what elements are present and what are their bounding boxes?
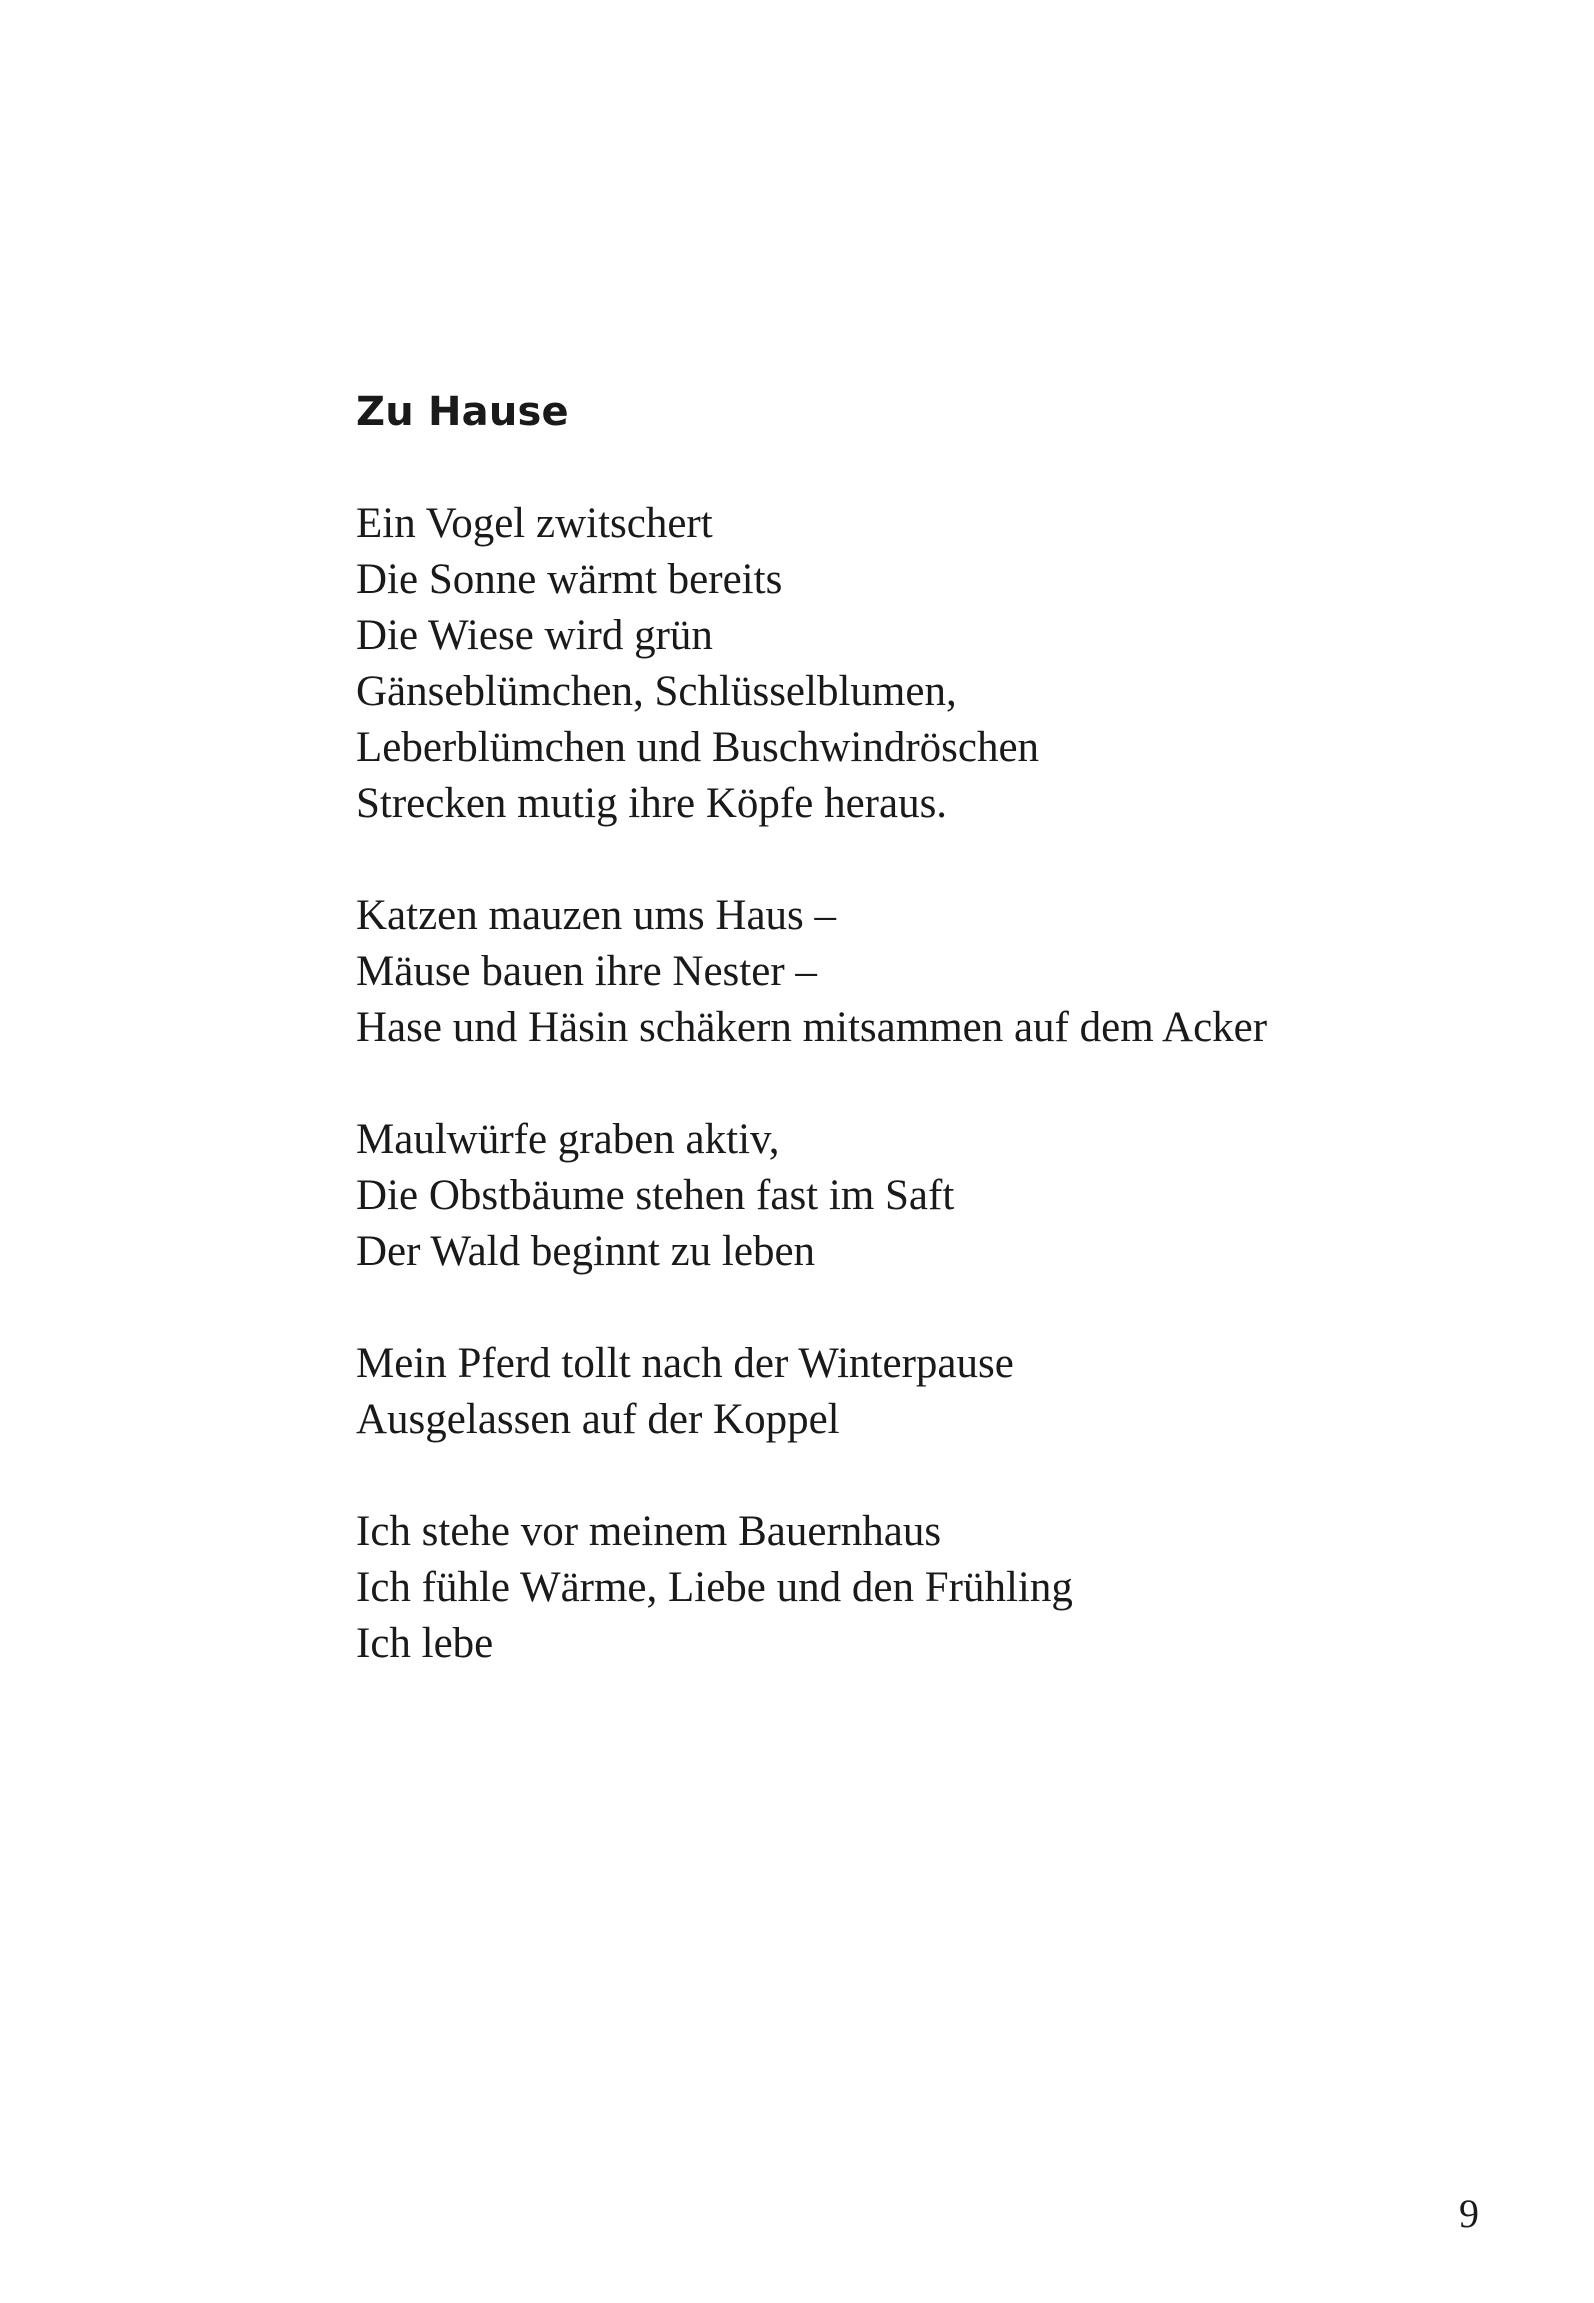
poem-line: Ich stehe vor meinem Bauernhaus [356,1508,942,1555]
poem-line: Ich fühle Wärme, Liebe und den Frühling [356,1564,1073,1611]
stanza-4 [356,1336,1456,1448]
poem-line: Maulwürfe graben aktiv, [356,1116,780,1163]
poem-line: Die Sonne wärmt bereits [356,556,783,603]
poem-line: Strecken mutig ihre Köpfe heraus. [356,780,948,827]
stanza-1 [356,496,1456,832]
poem-line: Ausgelassen auf der Koppel [356,1396,840,1443]
poem-line: Katzen mauzen ums Haus – [356,892,837,939]
stanza-5 [356,1504,1456,1672]
page-number: 9 [1459,2191,1479,2236]
poem-line: Ein Vogel zwitschert [356,500,713,547]
poem-line: Der Wald beginnt zu leben [356,1228,816,1275]
poem-line: Hase und Häsin schäkern mitsammen auf dem Acker [356,1004,1268,1051]
poem-line: Gänseblümchen, Schlüsselblumen, [356,668,957,715]
poem-line: Die Wiese wird grün [356,612,713,659]
poem-line: Leberblümchen und Buschwindröschen [356,724,1040,771]
poem-title: Zu Hause [356,389,569,435]
stanza-2 [356,888,1456,1056]
poem-line: Ich lebe [356,1620,494,1667]
poem-line: Mein Pferd tollt nach der Winterpause [356,1340,1014,1387]
stanza-3 [356,1112,1456,1280]
poem-line: Die Obstbäume stehen fast im Saft [356,1172,955,1219]
poem-line: Mäuse bauen ihre Nester – [356,948,817,995]
poem [356,384,1456,1728]
